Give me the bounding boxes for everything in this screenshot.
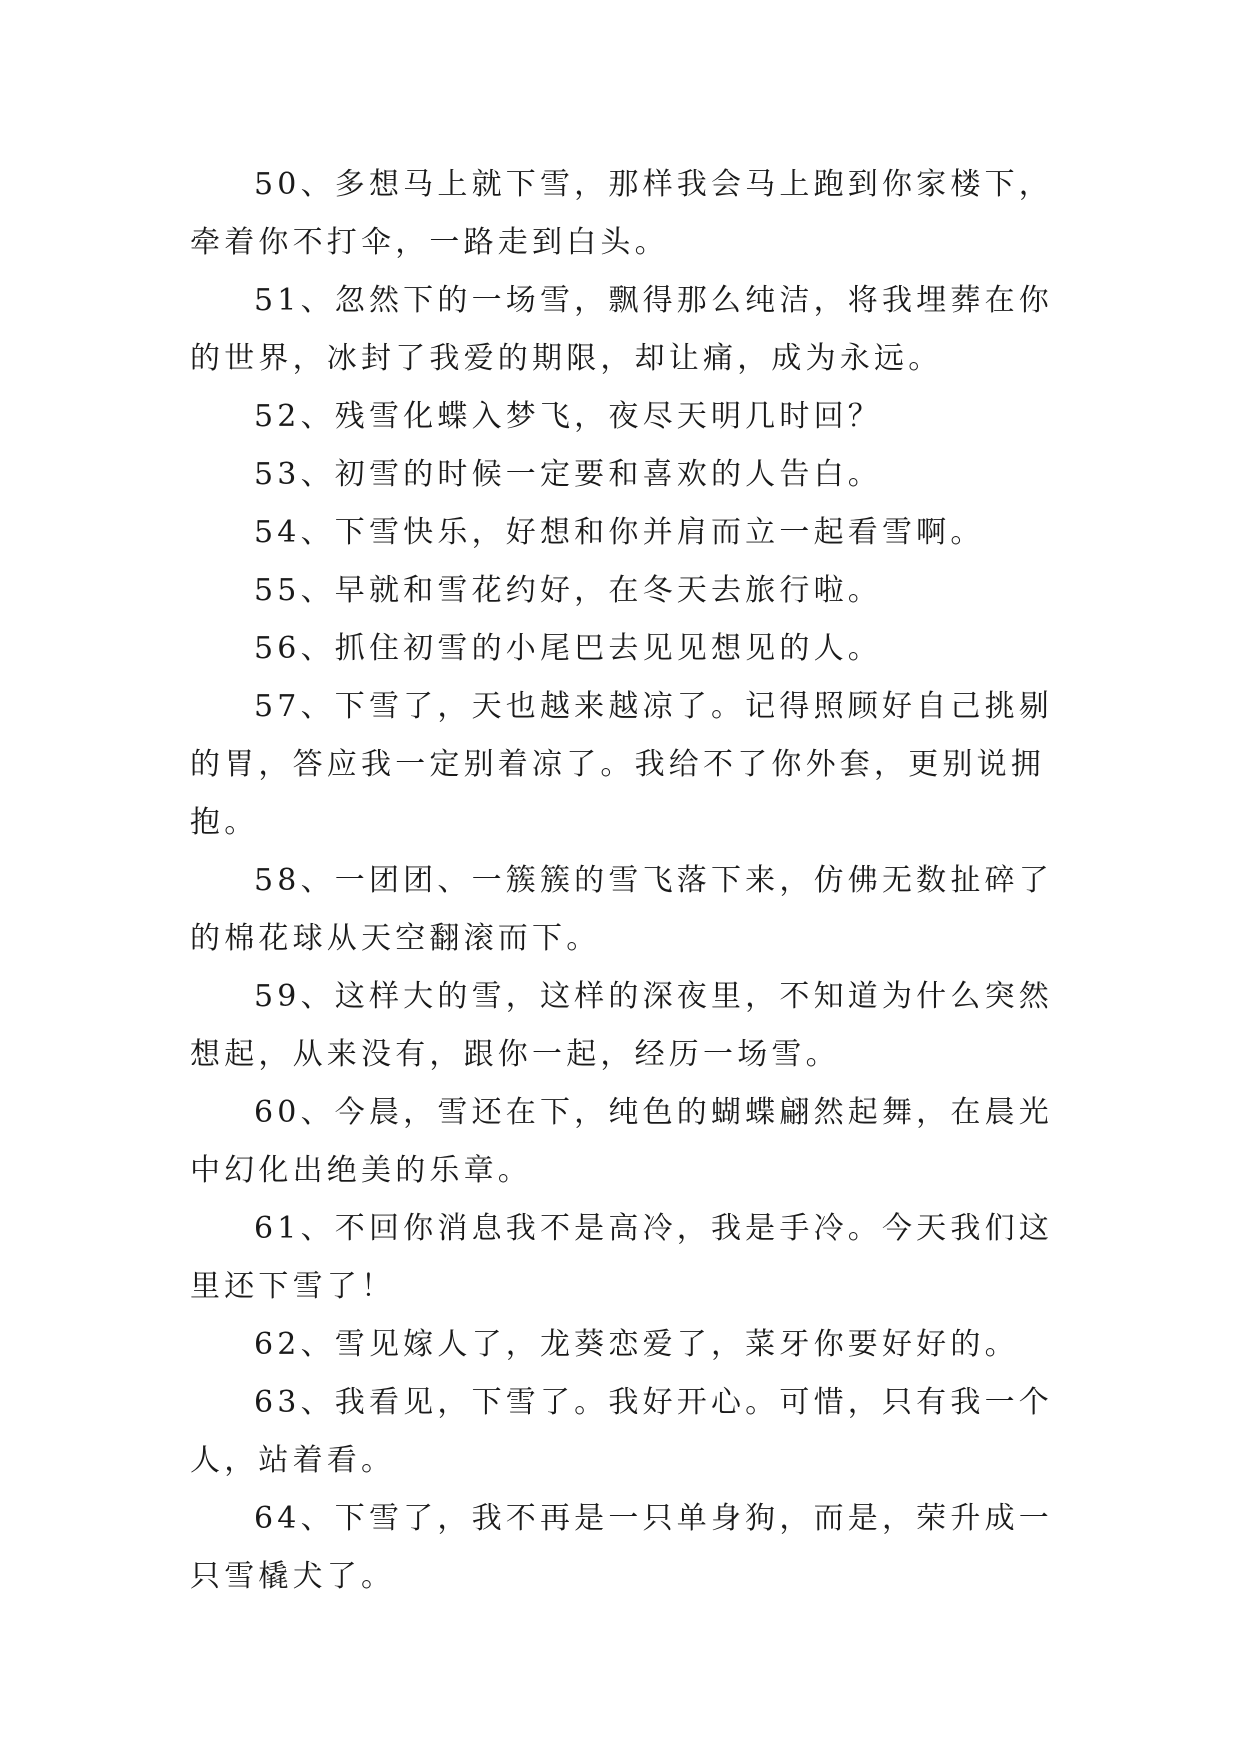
- paragraph-57: 57、下雪了，天也越来越凉了。记得照顾好自己挑剔的胃，答应我一定别着凉了。我给不了你外套，更别说拥抱。: [190, 689, 1053, 840]
- paragraph-60: 60、今晨，雪还在下，纯色的蝴蝶翩然起舞，在晨光中幻化出绝美的乐章。: [190, 1095, 1053, 1188]
- paragraph-51: 51、忽然下的一场雪，飘得那么纯洁，将我埋葬在你的世界，冰封了我爱的期限，却让痛，成为永远。: [190, 283, 1053, 376]
- paragraph-58: 58、一团团、一簇簇的雪飞落下来，仿佛无数扯碎了的棉花球从天空翻滚而下。: [190, 863, 1053, 956]
- paragraph-54: 54、下雪快乐，好想和你并肩而立一起看雪啊。: [254, 515, 985, 550]
- paragraph-52: 52、残雪化蝶入梦飞，夜尽天明几时回？: [254, 399, 882, 434]
- paragraph-50: 50、多想马上就下雪，那样我会马上跑到你家楼下，牵着你不打伞，一路走到白头。: [190, 167, 1053, 260]
- paragraph-55: 55、早就和雪花约好，在冬天去旅行啦。: [254, 573, 882, 608]
- paragraph-64: 64、下雪了，我不再是一只单身狗，而是，荣升成一只雪橇犬了。: [190, 1501, 1053, 1594]
- paragraph-62: 62、雪见嫁人了，龙葵恋爱了，菜牙你要好好的。: [254, 1327, 1019, 1362]
- document-body: [190, 156, 1070, 1606]
- paragraph-59: 59、这样大的雪，这样的深夜里，不知道为什么突然想起，从来没有，跟你一起，经历一场雪。: [190, 979, 1053, 1072]
- paragraph-61: 61、不回你消息我不是高冷，我是手冷。今天我们这里还下雪了！: [190, 1211, 1053, 1304]
- paragraph-53: 53、初雪的时候一定要和喜欢的人告白。: [254, 457, 882, 492]
- paragraph-56: 56、抓住初雪的小尾巴去见见想见的人。: [254, 631, 882, 666]
- paragraph-63: 63、我看见，下雪了。我好开心。可惜，只有我一个人，站着看。: [190, 1385, 1053, 1478]
